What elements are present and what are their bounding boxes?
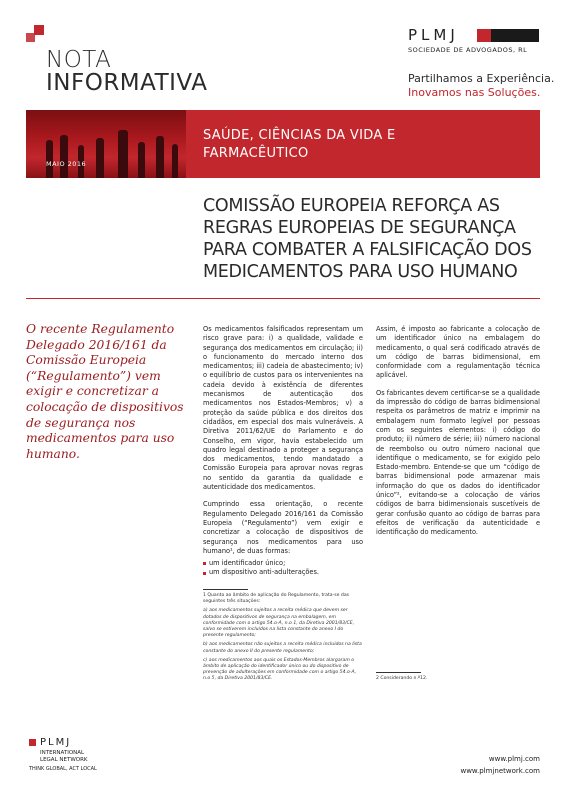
bullet-square-icon	[203, 572, 206, 575]
footer-logo: PLMJ	[40, 737, 72, 748]
doc-type-line1: NOTA	[46, 47, 112, 73]
footnote-2: 2 Considerando n.º12.	[376, 676, 428, 681]
bullet-square-icon	[203, 562, 206, 565]
divider	[26, 298, 540, 299]
corner-square-small-icon	[26, 33, 35, 42]
footer-network-line1: INTERNATIONAL	[40, 750, 85, 756]
website-link[interactable]: www.plmj.com	[488, 755, 540, 763]
network-website-link[interactable]: www.plmjnetwork.com	[460, 767, 540, 775]
paragraph: Assim, é imposto ao fabricante a colocação de um identificador único na embalagem do medicamento, o qual será codificado através de um código de barras bidimensional, em conformidade com a regulamentação técnica aplicável.	[376, 325, 540, 380]
footnote-text: a) aos medicamentos sujeitos a receita médica que devem ser dotados de dispositivos de segurança na embalagem, em conformidade com o artigo 54.o-A, n.o 1, da Diretiva 2001/83/CE, salvo se estiverem incluídos na lista constante do anexo I do presente regulamento;	[203, 608, 355, 639]
logo-subtitle: SOCIEDADE DE ADVOGADOS, RL	[408, 46, 528, 54]
slogan-line1: Partilhamos a Experiência.	[408, 72, 555, 85]
footer-tagline: THINK GLOBAL, ACT LOCAL	[29, 766, 97, 772]
logo-black-block	[491, 29, 539, 42]
paragraph: Os fabricantes devem certificar-se se a qualidade da impressão do código de barras bidimensional respeita os parâmetros de matriz e imprimir na embalagem num formato legível por pessoas com os seguintes elementos: i) código do produto; ii) número de série; iii) número nacional de reembolso ou outro número nacional que identifique o medicamento, se for exigido pelo Estado-membro. Entende-se que um “código de barras bidimensional pode armazenar mais informação do que os dados do identificador único”², evitando-se a colocação de vários códigos de barra bidimensionais suscetíveis de gerar confusão quanto ao código de barras para efeitos de verificação da autenticidade e identificação do medicamento.	[376, 388, 540, 537]
headline-line1: COMISSÃO EUROPEIA REFORÇA AS	[203, 196, 500, 216]
list-item	[203, 559, 363, 568]
list-item-text: um identificador único;	[209, 559, 286, 568]
footnote-text: b) aos medicamentos não sujeitos a receita médica incluídos na lista constante do anexo II do presente regulamento;	[203, 642, 362, 654]
paragraph: Os medicamentos falsificados representam um risco grave para: i) a qualidade, validade e segurança dos medicamentos em circulação; ii) o funcionamento do mercado interno dos medicamentos; iii) cadeia de abastecimento; iv) o equilíbrio de custos para os intervenientes na cadeia devido à existência de diferentes mecanismos de autenticação dos medicamentos nos Estados-Membros; v) a proteção da saúde pública e dos direitos dos cidadãos, em especial dos mais vulneráveis. A Diretiva 2011/62/UE do Parlamento e do Conselho, em vigor, havia estabelecido um quadro legal destinado a proteger a segurança dos medicamentos, tendo mandatado a Comissão Europeia para aprovar novas regras no sentido da garantia da qualidade e autenticidade dos medicamentos.	[203, 325, 363, 492]
banner-band	[186, 110, 540, 178]
footnote-text: c) aos medicamentos aos quais os Estados-Membros alargaram o âmbito de aplicação do identificador único ou do dispositivo de prevenção de adulterações em conformidade com o artigo 54.o-A, n.o 5, da Diretiva 2001/83/CE.	[203, 657, 357, 682]
headline-line3: PARA COMBATER A FALSIFICAÇÃO DOS	[203, 240, 532, 260]
issue-date: MAIO 2016	[46, 160, 87, 168]
footer-network-line2: LEGAL NETWORK	[40, 757, 88, 763]
footnote-rule	[203, 589, 248, 590]
practice-area-line2: FARMACÊUTICO	[203, 146, 309, 161]
body-column-1	[203, 325, 363, 578]
headline-line4: MEDICAMENTOS PARA USO HUMANO	[203, 262, 518, 282]
corner-square-icon	[34, 25, 44, 35]
paragraph: Cumprindo essa orientação, o recente Regulamento Delegado 2016/161 da Comissão Europeia (“Regulamento”) vem exigir e concretizar a colocação de dispositivos de segurança nos medicamentos para uso humano¹, de duas formas:	[203, 500, 363, 555]
footer-logo-square-icon	[29, 739, 36, 746]
slogan-line2: Inovamos nas Soluções.	[408, 86, 541, 99]
list-item	[203, 568, 363, 577]
plmj-logo: PLMJ	[408, 26, 459, 44]
headline-line2: REGRAS EUROPEIAS DE SEGURANÇA	[203, 218, 516, 238]
footnote-text: 1 Quanto ao âmbito de aplicação do Regulamento, trata-se das seguintes três situações:	[203, 593, 350, 605]
list-item-text: um dispositivo anti-adulterações.	[209, 568, 319, 577]
doc-type-line2: INFORMATIVA	[46, 70, 208, 96]
intro-summary: O recente Regulamento Delegado 2016/161 da Comissão Europeia (“Regulamento”) vem exigir e concretizar a colocação de dispositivos de segurança nos medicamentos para uso humano.	[26, 322, 184, 461]
logo-red-block	[477, 29, 491, 42]
footnote-1	[203, 593, 363, 686]
body-column-2	[376, 325, 540, 546]
practice-area-line1: SAÚDE, CIÊNCIAS DA VIDA E	[203, 128, 396, 143]
footnote-rule	[376, 672, 421, 673]
